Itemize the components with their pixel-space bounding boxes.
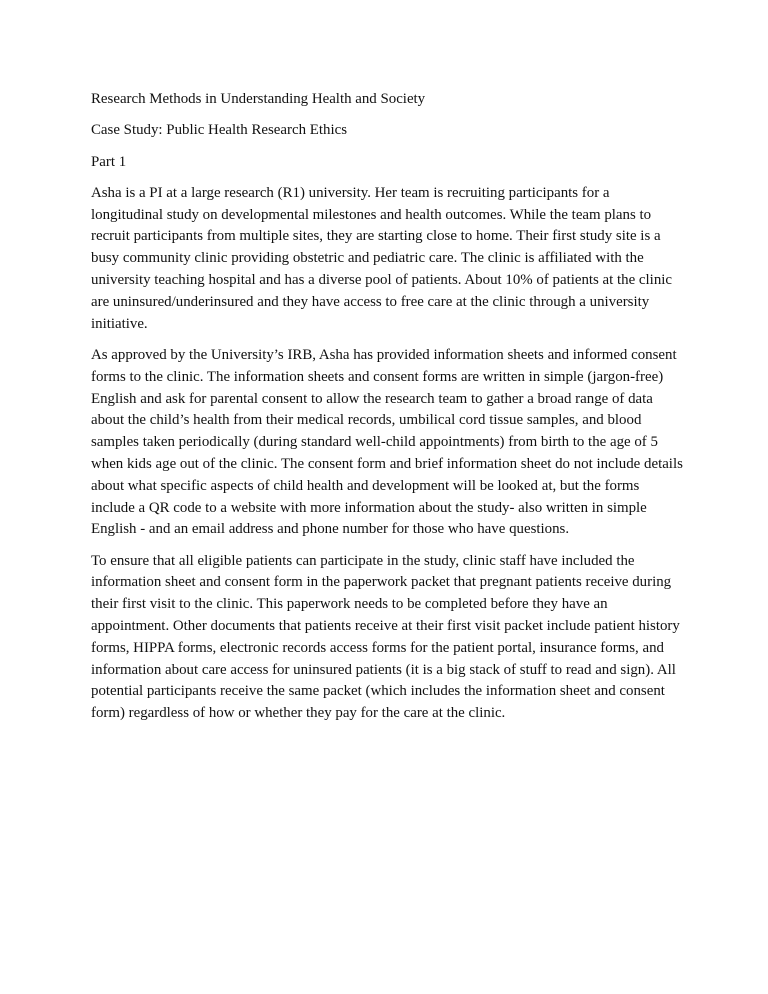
paragraph-2: As approved by the University’s IRB, Asha has provided information sheets and informed consent forms to the clinic. The information sheets and consent forms are written in simple (jargon-free) English and ask for parental consent to allow the research team to gather a broad range of data about the child’s health from their medical records, umbilical cord tissue samples, and blood samples taken periodically (during standard well-child appointments) from birth to the age of 5 when kids age out of the clinic. The consent form and brief information sheet do not include details about what specific aspects of child health and development will be looked at, but the forms include a QR code to a website with more information about the study- also written in simple English - and an email address and phone number for those who have questions. — [91, 346, 683, 538]
paragraph-1: Asha is a PI at a large research (R1) university. Her team is recruiting participants for a longitudinal study on developmental milestones and health outcomes. While the team plans to recruit participants from multiple sites, they are starting close to home. Their first study site is a busy community clinic providing obstetric and pediatric care. The clinic is affiliated with the university teaching hospital and has a diverse pool of patients. About 10% of patients at the clinic are uninsured/underinsured and they have access to free care at the clinic through a university initiative. — [91, 184, 673, 332]
course-title: Research Methods in Understanding Health and Society — [91, 91, 426, 107]
document-body — [91, 89, 683, 735]
paragraph-3: To ensure that all eligible patients can participate in the study, clinic staff have included the information sheet and consent form in the paperwork packet that pregnant patients receive during their first visit to the clinic. This paperwork needs to be completed before they have an appointment. Other documents that patients receive at their first visit packet include patient history forms, HIPPA forms, electronic records access forms for the patient portal, insurance forms, and information about care access for uninsured patients (it is a big stack of stuff to read and sign). All potential participants receive the same packet (which includes the information sheet and consent form) regardless of how or whether they pay for the care at the clinic. — [91, 552, 680, 722]
part-label: Part 1 — [91, 153, 127, 170]
case-study-title: Case Study: Public Health Research Ethics — [91, 122, 347, 139]
